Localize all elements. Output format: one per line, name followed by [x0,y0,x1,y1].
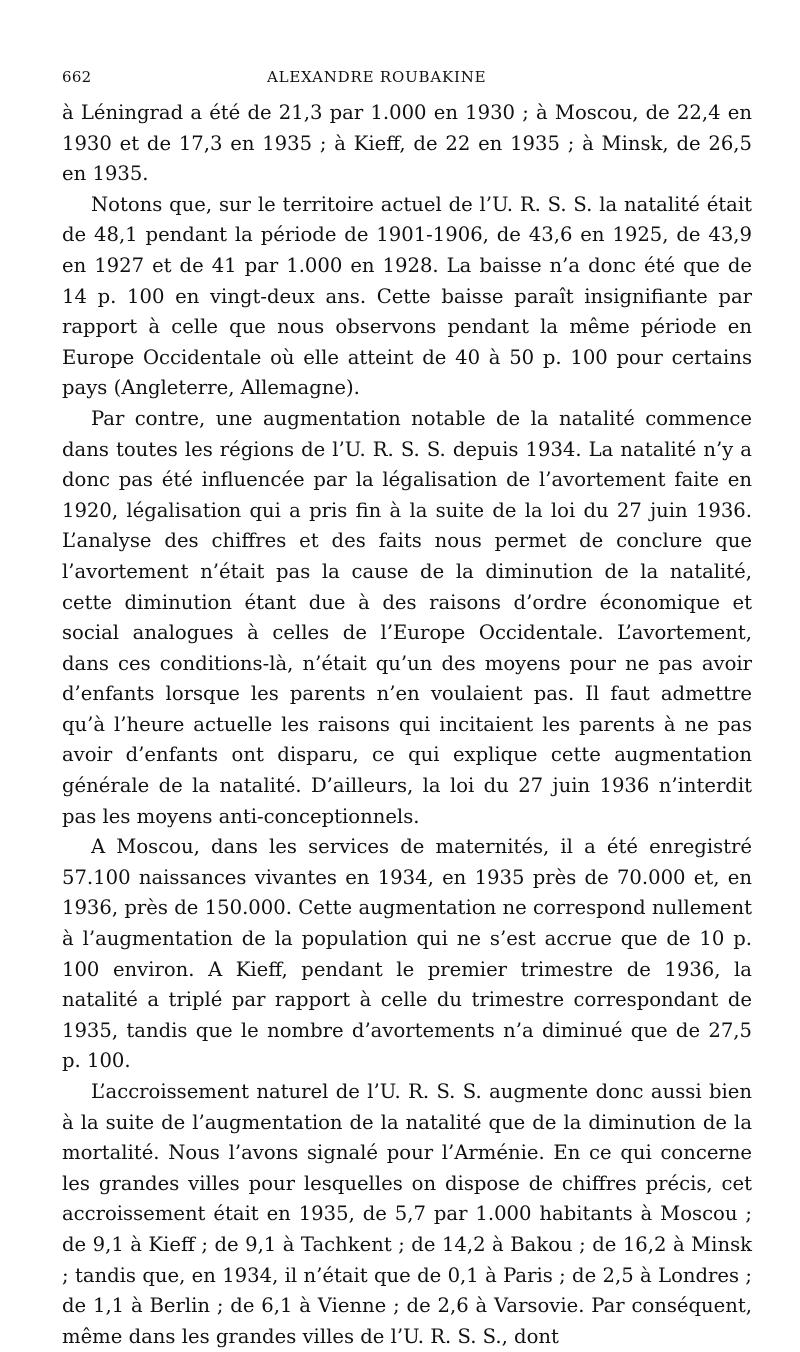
paragraph-natalite: Notons que, sur le territoire actuel de l’U. R. S. S. la natalité était de 48,1 pendant la période de 1901-1906, de 43,6 en 1925, de 43,9 en 1927 et de 41 par 1.000 en 1928. La baisse n’a donc été que de 14 p. 100 en vingt-deux ans. Cette baisse paraît insignifiante par rapport à celle que nous observons pendant la même période en Europe Occidentale où elle atteint de 40 à 50 p. 100 pour certains pays (Angleterre, Allemagne). [62,192,752,400]
paragraph-augmentation: Par contre, une augmentation notable de la natalité commence dans toutes les régions de l’U. R. S. S. depuis 1934. La natalité n’y a donc pas été influencée par la légalisation de l’avortement faite en 1920, légalisation qui a pris fin à la suite de la loi du 27 juin 1936. L’analyse des chiffres et des faits nous permet de conclure que l’avortement n’était pas la cause de la diminution de la natalité, cette diminution étant due à des raisons d’ordre économique et social analogues à celles de l’Europe Occidentale. L’avortement, dans ces conditions-là, n’était qu’un des moyens pour ne pas avoir d’enfants lorsque les parents n’en voulaient pas. Il faut admettre qu’à l’heure actuelle les raisons qui incitaient les parents à ne pas avoir d’enfants ont disparu, ce qui explique cette augmentation générale de la natalité. D’ailleurs, la loi du 27 juin 1936 n’interdit pas les moyens anti-conceptionnels. [62,406,752,828]
body-text [62,98,752,1352]
page-number: 662 [62,68,92,86]
running-header [62,62,752,92]
paragraph-continuation: à Léningrad a été de 21,3 par 1.000 en 1930 ; à Moscou, de 22,4 en 1930 et de 17,3 en 1935 ; à Kieff, de 22 en 1935 ; à Minsk, de 26,5 en 1935. [62,101,752,186]
running-title: ALEXANDRE ROUBAKINE [267,68,487,86]
paragraph-accroissement: L’accroissement naturel de l’U. R. S. S. augmente donc aussi bien à la suite de l’augmentation de la natalité que de la diminution de la mortalité. Nous l’avons signalé pour l’Arménie. En ce qui concerne les grandes villes pour lesquelles on dispose de chiffres précis, cet accroissement était en 1935, de 5,7 par 1.000 habitants à Moscou ; de 9,1 à Kieff ; de 9,1 à Tachkent ; de 14,2 à Bakou ; de 16,2 à Minsk ; tandis que, en 1934, il n’était que de 0,1 à Paris ; de 2,5 à Londres ; de 1,1 à Berlin ; de 6,1 à Vienne ; de 2,6 à Varsovie. Par conséquent, même dans les grandes villes de l’U. R. S. S., dont [62,1080,752,1348]
document-page [62,62,752,1352]
paragraph-moscou: A Moscou, dans les services de maternités, il a été enregistré 57.100 naissances vivantes en 1934, en 1935 près de 70.000 et, en 1936, près de 150.000. Cette augmentation ne correspond nullement à l’augmentation de la population qui ne s’est accrue que de 10 p. 100 environ. A Kieff, pendant le premier trimestre de 1936, la natalité a triplé par rapport à celle du trimestre correspondant de 1935, tandis que le nombre d’avortements n’a diminué que de 27,5 p. 100. [62,835,752,1073]
